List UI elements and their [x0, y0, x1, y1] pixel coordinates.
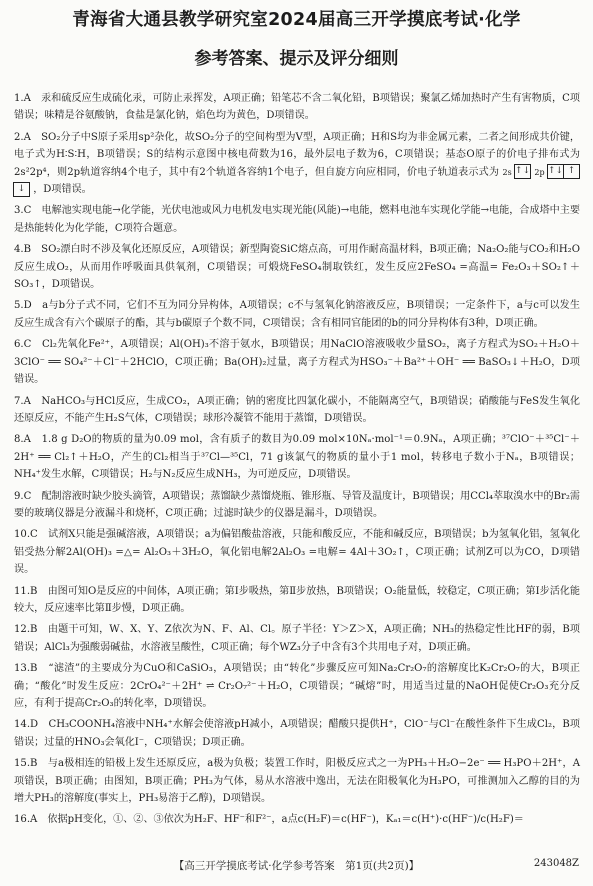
answer-13: 13.B “滤渣”的主要成分为CuO和CaSiO₃，A项错误；由“转化”步骤反应可知Na₂Cr₂O₇的溶解度比K₂Cr₂O₇的大，B项正确；“酸化”时发生反应：2CrO₄²⁻＋2H⁺ ⇌ Cr₂O₇²⁻＋H₂O，C项错误；“碱熔”时，用适当过量的NaOH促使Cr₂O₃充分反应，有利于提高Cr₂O₃的转化率，D项错误。: [14, 663, 580, 709]
answer-9: 9.C 配制溶液时缺少胶头滴管，A项错误；蒸馏缺少蒸馏烧瓶、锥形瓶、导管及温度计，B项错误；用CCl₄萃取溴水中的Br₂需要的玻璃仪器是分液漏斗和烧杯，C项正确；过滤时缺少的仪器是漏斗，D项错误。: [14, 490, 580, 519]
orbital-box-2p-2: ↑: [563, 164, 580, 179]
page-title: 青海省大通县教学研究室2024届高三开学摸底考试·化学: [72, 10, 521, 30]
answer-list: [14, 90, 580, 829]
answer-10: 10.C 试剂X只能是强碱溶液，A项错误；a为偏铝酸盐溶液，只能和酸反应，不能和碱反应，B项错误；b为氢氧化铝，氢氧化铝受热分解2Al(OH)₃ =△= Al₂O₃＋3H₂O，氧化铝电解2Al₂O₃ =电解= 4Al＋3O₂↑，C项正确；试剂Z可以为CO，D项错误。: [14, 529, 580, 576]
answer-4: 4.B SO₂漂白时不涉及氧化还原反应，A项错误；新型陶瓷SiC熔点高，可用作耐高温材料，B项正确；Na₂O₂能与CO₂和H₂O反应生成O₂，从而用作呼吸面具供氧剂，C项错误；可煅烧FeSO₄制取铁红，发生反应2FeSO₄ =高温= Fe₂O₃＋SO₂↑＋SO₃↑，D项错误。: [14, 244, 580, 291]
answer-6: 6.C Cl₂先氧化Fe²⁺，A项错误；Al(OH)₃不溶于氨水，B项错误；用NaClO溶液吸收少量SO₂，离子方程式为SO₂＋H₂O＋3ClO⁻ ══ SO₄²⁻＋Cl⁻＋2HClO，C项正确；Ba(OH)₂过量，离子方程式为HSO₃⁻＋Ba²⁺＋OH⁻ ══ BaSO₃↓＋H₂O，D项错误。: [14, 339, 580, 386]
orbital-box-2p-3: ↓: [13, 182, 30, 197]
answer-11: 11.B 由图可知O是反应的中间体，A项正确；第Ⅰ步吸热，第Ⅱ步放热，B项错误；O₂能量低，较稳定，C项正确；第Ⅰ步活化能较大，反应速率比第Ⅱ步慢，D项正确。: [14, 585, 580, 614]
answer-2-tail: ，D项错误。: [33, 184, 92, 196]
orbital-label-2p: 2p: [534, 167, 545, 177]
answer-7: 7.A NaHCO₃与HCl反应，生成CO₂，A项正确；钠的密度比四氯化碳小，不能隔离空气，B项错误；硝酸能与FeS发生氧化还原反应，不能产生H₂S气体，C项错误；球形冷凝管不能用于蒸馏，D项错误。: [14, 395, 580, 424]
answer-3: 3.C 电解池实现电能→化学能，光伏电池或风力电机发电实现光能(风能)→电能，燃料电池车实现化学能→电能，合成塔中主要是热能转化为化学能，C项符合题意。: [14, 205, 580, 234]
answer-2-text: 2.A SO₂分子中S原子采用sp²杂化，故SO₂分子的空间构型为V型，A项正确；H和S均为非金属元素，二者之间形成共价键，电子式为H∶S∶H，B项错误；S的结构示意图中核电荷数为16，最外层电子数为6，C项错误；基态O原子的价电子排布式为2s²2p⁴，则2p轨道容纳4个电子，其中有2个轨道各容纳1个电子，但自旋方向应相同，价电子轨道表示式为: [14, 131, 580, 178]
answer-14: 14.D CH₃COONH₄溶液中NH₄⁺水解会使溶液pH减小，A项错误；醋酸只提供H⁺，ClO⁻与Cl⁻在酸性条件下生成Cl₂，B项错误；过量的HNO₃会氧化I⁻，C项错误；D项正确。: [14, 719, 580, 748]
answer-1: 1.A 汞和硫反应生成硫化汞，可防止汞挥发，A项正确；铅笔芯不含二氧化铅，B项错误；聚氯乙烯加热时产生有害物质，C项错误；味精是谷氨酸钠，食盐是氯化钠，焰色均为黄色，D项错误。: [14, 93, 580, 122]
doc-code: 243048Z: [533, 858, 579, 869]
answer-12: 12.B 由题干可知，W、X、Y、Z依次为N、F、Al、Cl。原子半径：Y＞Z＞X，A项正确；NH₃的热稳定性比HF的弱，B项错误；AlCl₃为强酸弱碱盐，水溶液呈酸性，C项正确；每个WZ₃分子中含有3个共用电子对，D项正确。: [14, 624, 580, 653]
orbital-label-2s: 2s: [502, 167, 512, 177]
page-footer: 【高三开学摸底考试·化学参考答案 第1页(共2页)】: [173, 860, 420, 872]
page-subtitle: 参考答案、提示及评分细则: [194, 49, 399, 69]
answer-8: 8.A 1.8 g D₂O的物质的量为0.09 mol，含有质子的数目为0.09 mol×10Nₐ·mol⁻¹＝0.9Nₐ，A项正确；³⁷ClO⁻＋³⁵Cl⁻＋2H⁺ ══ Cl₂↑＋H₂O，产生的Cl₂相当于³⁷Cl—³⁵Cl，71 g该氯气的物质的量小于1 mol，转移电子数小于Nₐ，B项错误；NH₄⁺发生水解，C项错误；H₂与N₂反应生成NH₃，为可逆反应，D项错误。: [14, 434, 580, 481]
answer-15: 15.B 与a极相连的铅极上发生还原反应，a极为负极；装置工作时，阳极反应式之一为PH₃＋H₂O−2e⁻ ══ H₃PO＋2H⁺，A项错误，B项正确；由图知，B项正确；PH₃为气体，易从水溶液中逸出，无法在阳极氧化为H₃PO，可推测加入乙醇的目的为增大PH₃的溶解度(事实上，PH₃易溶于乙醇)，D项错误。: [14, 758, 580, 805]
answer-2: [14, 129, 580, 199]
answer-5: 5.D a与b分子式不同，它们不互为同分异构体，A项错误；c不与氢氧化钠溶液反应，B项错误；一定条件下，a与c可以发生反应生成含有六个碳原子的酯，其与b碳原子个数不同，C项错误；含有相同官能团的b的同分异构体有3种，D项正确。: [14, 300, 580, 329]
orbital-box-2s: ↑↓: [514, 164, 531, 179]
orbital-box-2p-1: ↑↓: [547, 164, 564, 179]
answer-16: 16.A 依据pH变化，①、②、③依次为H₂F、HF⁻和F²⁻，a点c(H₂F)＝c(HF⁻)，Kₐ₁＝c(H⁺)·c(HF⁻)/c(H₂F)＝: [14, 814, 524, 826]
